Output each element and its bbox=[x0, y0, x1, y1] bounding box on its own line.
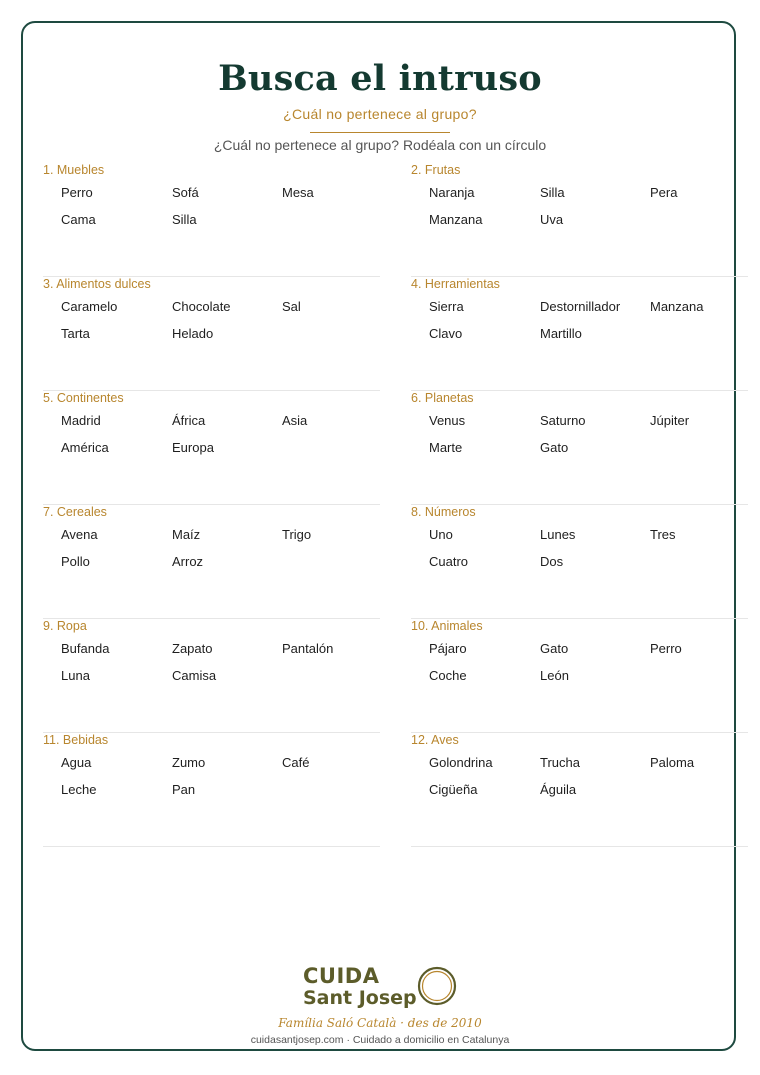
word-option[interactable]: Mesa bbox=[282, 185, 314, 200]
word-option[interactable]: Caramelo bbox=[61, 299, 118, 314]
word-option[interactable]: Pera bbox=[650, 185, 678, 200]
title-divider bbox=[310, 132, 450, 133]
word-option[interactable]: Perro bbox=[61, 185, 93, 200]
page-title: Busca el intruso bbox=[218, 58, 542, 99]
word-option[interactable]: Zumo bbox=[172, 755, 206, 770]
word-option[interactable]: Dos bbox=[540, 554, 564, 569]
group-title: 5. Continentes bbox=[43, 391, 124, 405]
word-option[interactable]: Camisa bbox=[172, 668, 217, 683]
group-title: 6. Planetas bbox=[411, 391, 474, 405]
exercise-group bbox=[43, 619, 380, 733]
exercise-group bbox=[411, 619, 748, 733]
word-option[interactable]: Madrid bbox=[61, 413, 101, 428]
word-option[interactable]: Saturno bbox=[540, 413, 586, 428]
word-option[interactable]: Silla bbox=[172, 212, 197, 227]
word-option[interactable]: Destornillador bbox=[540, 299, 621, 314]
word-option[interactable]: Perro bbox=[650, 641, 682, 656]
word-option[interactable]: Bufanda bbox=[61, 641, 110, 656]
word-option[interactable]: Marte bbox=[429, 440, 463, 455]
exercise-group bbox=[43, 505, 380, 619]
word-option[interactable]: Paloma bbox=[650, 755, 695, 770]
exercise-group bbox=[411, 505, 748, 619]
logo-line2: Sant Josep bbox=[303, 987, 417, 1009]
word-option[interactable]: Coche bbox=[429, 668, 467, 683]
group-title: 11. Bebidas bbox=[43, 733, 109, 747]
word-option[interactable]: Zapato bbox=[172, 641, 213, 656]
exercise-group bbox=[43, 733, 380, 847]
word-option[interactable]: Naranja bbox=[429, 185, 475, 200]
word-option[interactable]: Sofá bbox=[172, 185, 199, 200]
word-option[interactable]: Uva bbox=[540, 212, 564, 227]
word-option[interactable]: León bbox=[540, 668, 569, 683]
group-title: 1. Muebles bbox=[43, 163, 105, 177]
word-option[interactable]: Luna bbox=[61, 668, 90, 683]
word-option[interactable]: Martillo bbox=[540, 326, 582, 341]
instruction-text: ¿Cuál no pertenece al grupo? Rodéala con un círculo bbox=[213, 137, 547, 153]
word-option[interactable]: Arroz bbox=[172, 554, 204, 569]
word-option[interactable]: Trucha bbox=[540, 755, 580, 770]
word-option[interactable]: Pantalón bbox=[282, 641, 334, 656]
group-title: 8. Números bbox=[411, 505, 476, 519]
word-option[interactable]: Gato bbox=[540, 641, 569, 656]
word-option[interactable]: Manzana bbox=[429, 212, 483, 227]
word-option[interactable]: América bbox=[61, 440, 109, 455]
word-option[interactable]: Tres bbox=[650, 527, 676, 542]
word-option[interactable]: Golondrina bbox=[429, 755, 493, 770]
word-option[interactable]: Tarta bbox=[61, 326, 90, 341]
word-option[interactable]: Pájaro bbox=[429, 641, 467, 656]
group-title: 12. Aves bbox=[411, 733, 459, 747]
exercise-group bbox=[43, 163, 380, 277]
word-option[interactable]: Cigüeña bbox=[429, 782, 478, 797]
group-title: 9. Ropa bbox=[43, 619, 87, 633]
group-title: 3. Alimentos dulces bbox=[43, 277, 151, 291]
word-option[interactable]: Sierra bbox=[429, 299, 464, 314]
word-option[interactable]: Manzana bbox=[650, 299, 704, 314]
group-title: 2. Frutas bbox=[411, 163, 461, 177]
word-option[interactable]: Gato bbox=[540, 440, 569, 455]
word-option[interactable]: Júpiter bbox=[650, 413, 690, 428]
group-title: 7. Cereales bbox=[43, 505, 107, 519]
logo-ring-icon bbox=[416, 965, 458, 1007]
word-option[interactable]: Chocolate bbox=[172, 299, 231, 314]
word-option[interactable]: Clavo bbox=[429, 326, 463, 341]
word-option[interactable]: Cama bbox=[61, 212, 96, 227]
word-option[interactable]: Sal bbox=[282, 299, 301, 314]
word-option[interactable]: Silla bbox=[540, 185, 565, 200]
exercise-group bbox=[43, 391, 380, 505]
word-option[interactable]: África bbox=[172, 413, 206, 428]
exercise-group bbox=[411, 391, 748, 505]
logo-line1: CUIDA bbox=[303, 964, 380, 988]
word-option[interactable]: Águila bbox=[540, 782, 577, 797]
cuida-sant-josep-logo bbox=[303, 962, 468, 1014]
word-option[interactable]: Venus bbox=[429, 413, 466, 428]
word-option[interactable]: Uno bbox=[429, 527, 453, 542]
word-option[interactable]: Europa bbox=[172, 440, 214, 455]
exercise-group bbox=[411, 277, 748, 391]
exercise-group bbox=[411, 163, 748, 277]
group-title: 10. Animales bbox=[411, 619, 483, 633]
group-title: 4. Herramientas bbox=[411, 277, 500, 291]
word-option[interactable]: Maíz bbox=[172, 527, 201, 542]
word-option[interactable]: Asia bbox=[282, 413, 308, 428]
word-option[interactable]: Helado bbox=[172, 326, 214, 341]
word-option[interactable]: Trigo bbox=[282, 527, 312, 542]
word-option[interactable]: Pan bbox=[172, 782, 196, 797]
word-option[interactable]: Avena bbox=[61, 527, 98, 542]
word-option[interactable]: Leche bbox=[61, 782, 97, 797]
word-option[interactable]: Lunes bbox=[540, 527, 576, 542]
exercise-group bbox=[43, 277, 380, 391]
word-option[interactable]: Pollo bbox=[61, 554, 90, 569]
word-option[interactable]: Café bbox=[282, 755, 310, 770]
page-subtitle: ¿Cuál no pertenece al grupo? bbox=[283, 106, 477, 122]
footer-website: cuidasantjosep.com · Cuidado a domicilio en Catalunya bbox=[250, 1034, 510, 1046]
word-option[interactable]: Agua bbox=[61, 755, 92, 770]
footer-tagline: Família Saló Català · des de 2010 bbox=[278, 1016, 482, 1030]
exercise-group bbox=[411, 733, 748, 847]
word-option[interactable]: Cuatro bbox=[429, 554, 469, 569]
